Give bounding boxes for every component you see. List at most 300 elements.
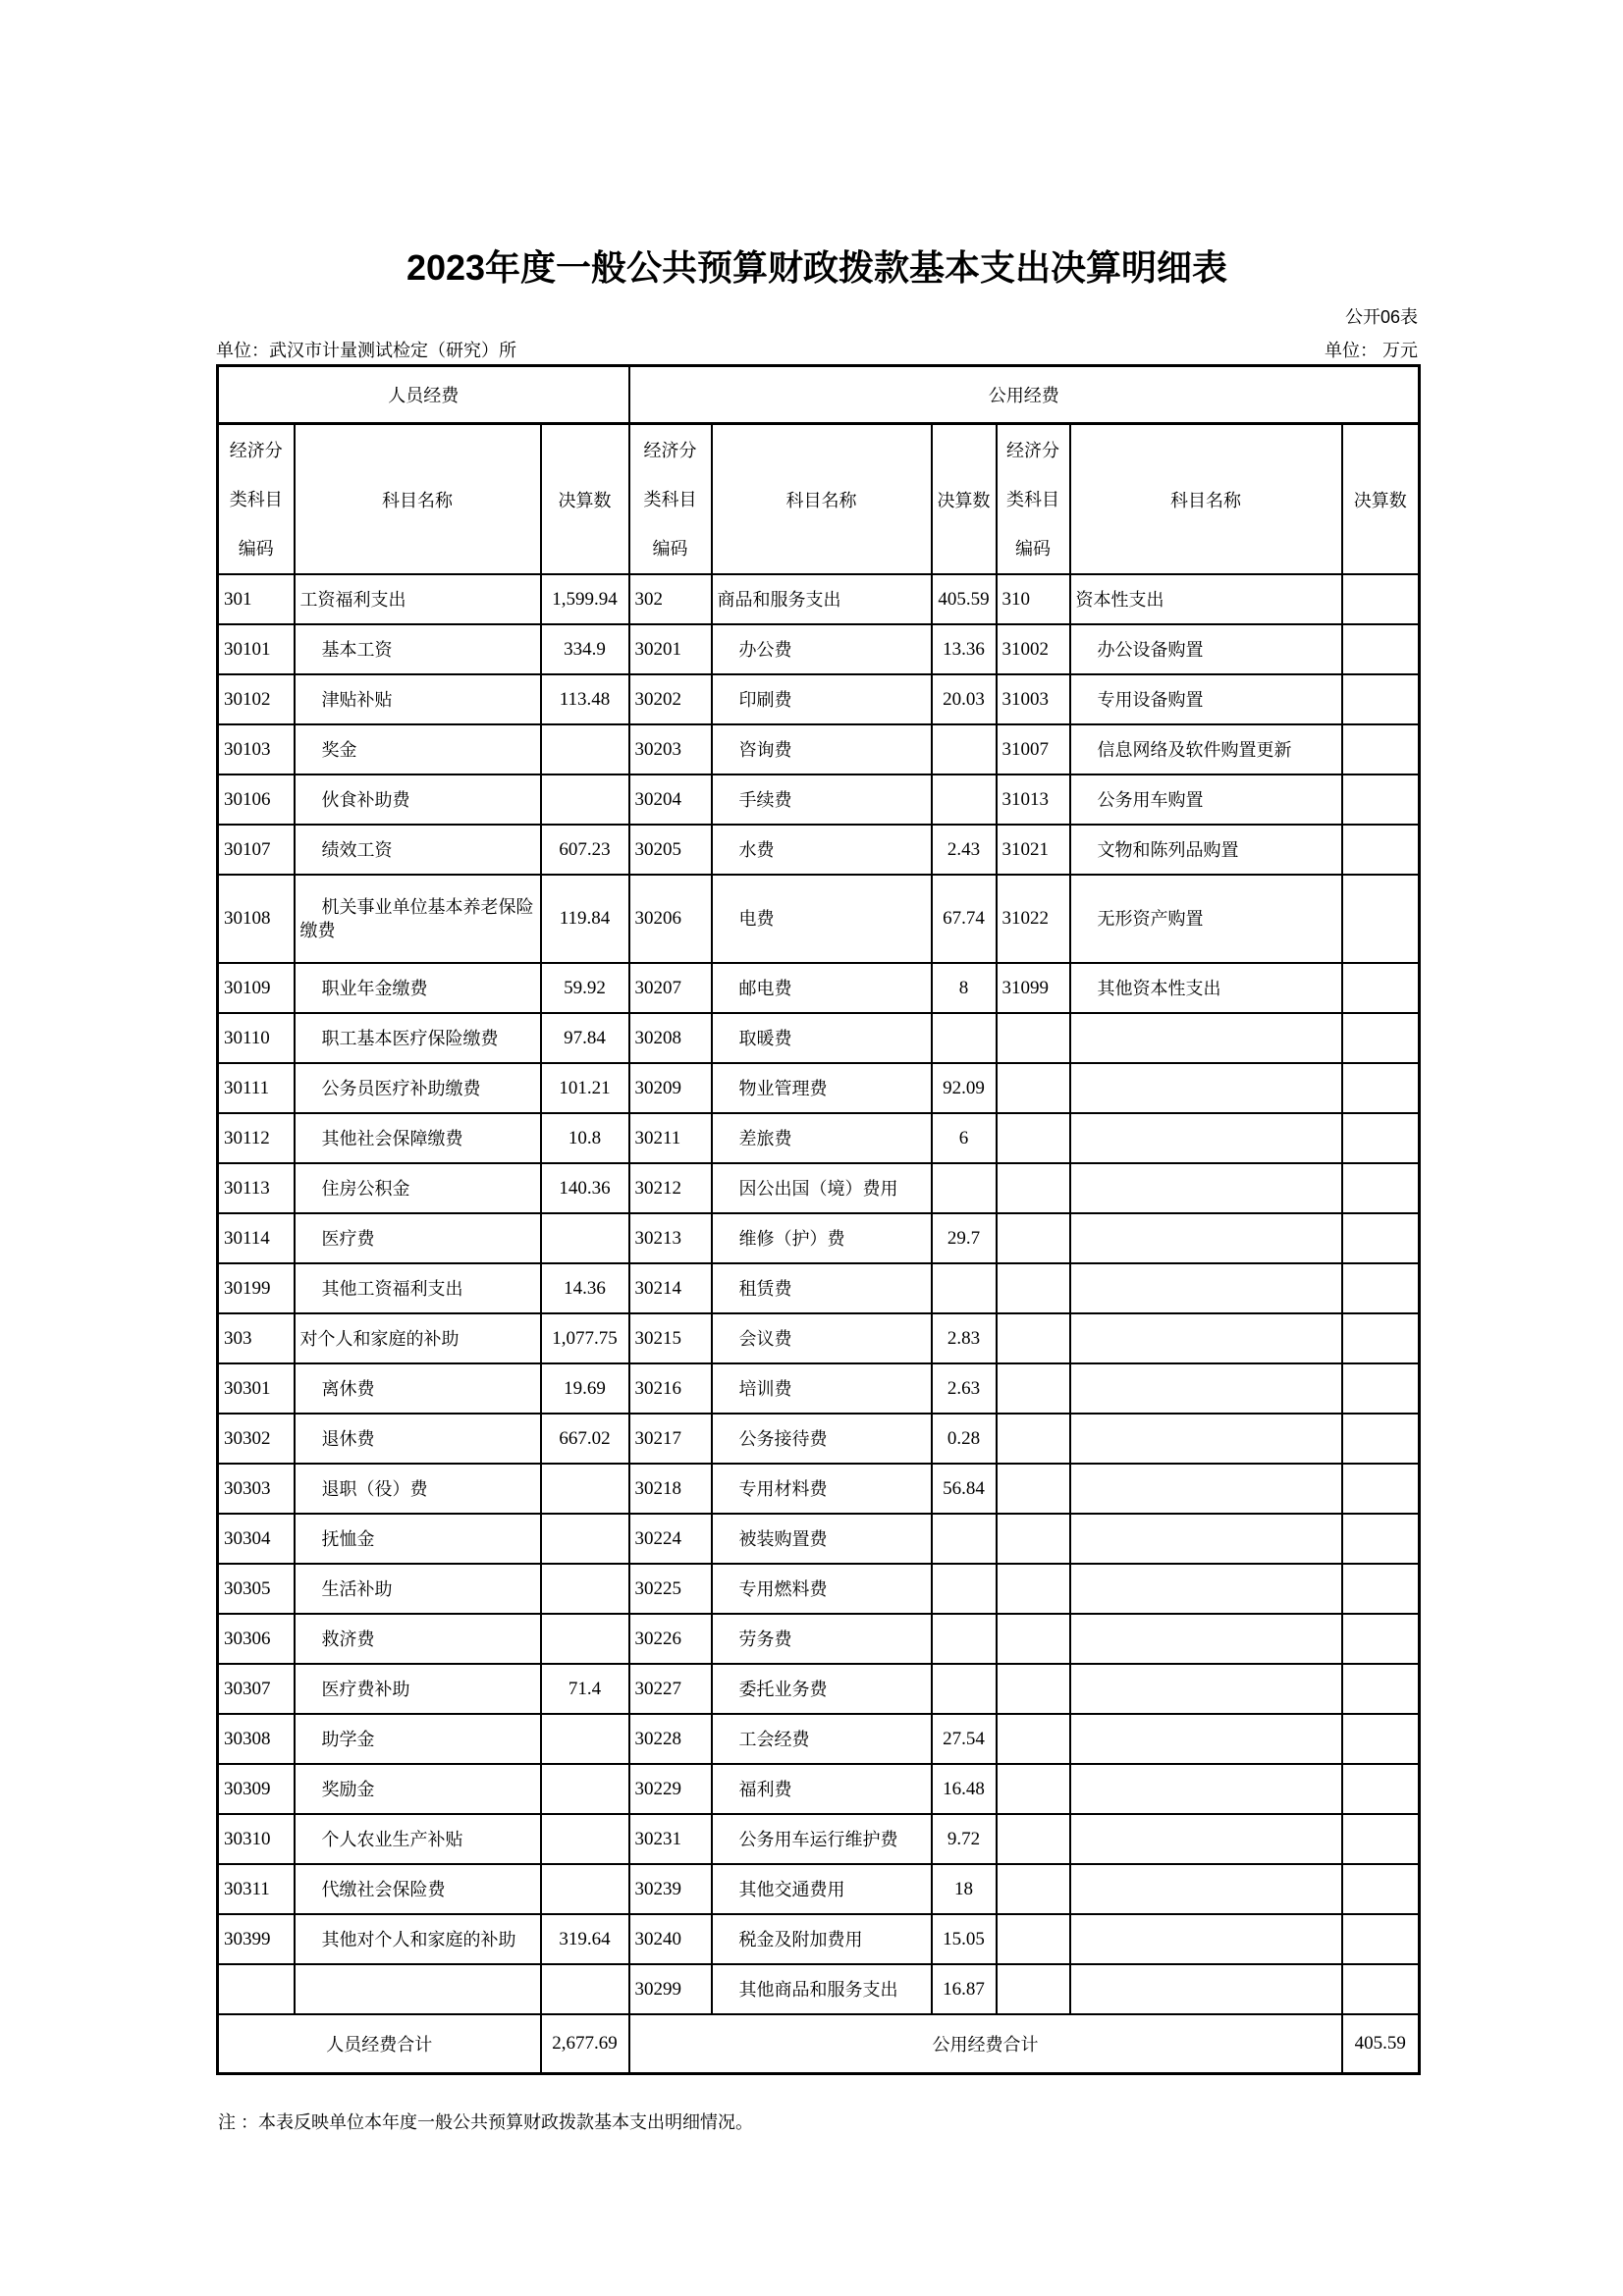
subject-name: 医疗费补助 <box>295 1664 541 1714</box>
subject-code <box>997 1063 1070 1113</box>
subject-code: 30110 <box>218 1013 295 1063</box>
table-row <box>218 1063 1420 1113</box>
column-header-amount: 决算数 <box>1342 424 1420 575</box>
subject-code: 30106 <box>218 774 295 825</box>
subject-name: 个人农业生产补贴 <box>295 1814 541 1864</box>
subject-code: 30214 <box>629 1263 712 1313</box>
subject-code <box>997 1013 1070 1063</box>
table-row <box>218 1013 1420 1063</box>
amount-value: 59.92 <box>541 963 629 1013</box>
amount-value: 334.9 <box>541 624 629 674</box>
table-row <box>218 1514 1420 1564</box>
amount-value <box>1342 774 1420 825</box>
amount-value <box>932 1263 997 1313</box>
subject-code <box>997 1514 1070 1564</box>
subject-code: 30208 <box>629 1013 712 1063</box>
table-row <box>218 674 1420 724</box>
subject-name: 代缴社会保险费 <box>295 1864 541 1914</box>
amount-value <box>932 1514 997 1564</box>
subject-code <box>997 1464 1070 1514</box>
subject-code <box>997 1714 1070 1764</box>
subject-name: 印刷费 <box>712 674 932 724</box>
amount-value <box>541 1814 629 1864</box>
subject-name: 伙食补助费 <box>295 774 541 825</box>
subject-name: 手续费 <box>712 774 932 825</box>
unit-row <box>216 337 1418 362</box>
subject-name: 信息网络及软件购置更新 <box>1070 724 1342 774</box>
table-row <box>218 1814 1420 1864</box>
subject-code: 30203 <box>629 724 712 774</box>
subject-code: 31002 <box>997 624 1070 674</box>
subject-name: 其他工资福利支出 <box>295 1263 541 1313</box>
subject-name: 专用材料费 <box>712 1464 932 1514</box>
subject-name: 工资福利支出 <box>295 574 541 624</box>
subject-code <box>997 1964 1070 2014</box>
subject-name <box>1070 1964 1342 2014</box>
amount-value <box>1342 1464 1420 1514</box>
public-total-label: 公用经费合计 <box>629 2014 1342 2074</box>
subject-name: 劳务费 <box>712 1614 932 1664</box>
table-row <box>218 1914 1420 1964</box>
table-row <box>218 724 1420 774</box>
amount-value: 19.69 <box>541 1363 629 1414</box>
amount-value <box>1342 1614 1420 1664</box>
subject-name: 专用设备购置 <box>1070 674 1342 724</box>
subject-name: 机关事业单位基本养老保险缴费 <box>295 875 541 963</box>
table-row <box>218 1714 1420 1764</box>
subject-name: 办公费 <box>712 624 932 674</box>
subject-code: 30399 <box>218 1914 295 1964</box>
subject-code <box>997 1163 1070 1213</box>
subject-code: 30231 <box>629 1814 712 1864</box>
table-row <box>218 1163 1420 1213</box>
page-title: 2023年度一般公共预算财政拨款基本支出决算明细表 <box>406 247 1228 288</box>
amount-value: 8 <box>932 963 997 1013</box>
table-row <box>218 574 1420 624</box>
subject-name: 抚恤金 <box>295 1514 541 1564</box>
subject-name: 对个人和家庭的补助 <box>295 1313 541 1363</box>
amount-value: 18 <box>932 1864 997 1914</box>
subject-code: 30239 <box>629 1864 712 1914</box>
subject-name <box>1070 1263 1342 1313</box>
personnel-total-value: 2,677.69 <box>541 2014 629 2074</box>
subject-name: 津贴补贴 <box>295 674 541 724</box>
subject-name <box>1070 1864 1342 1914</box>
subject-code <box>997 1664 1070 1714</box>
subject-code: 30306 <box>218 1614 295 1664</box>
subject-name: 差旅费 <box>712 1113 932 1163</box>
amount-value: 20.03 <box>932 674 997 724</box>
amount-value: 2.43 <box>932 825 997 875</box>
subject-code: 30206 <box>629 875 712 963</box>
subject-name: 公务员医疗补助缴费 <box>295 1063 541 1113</box>
subject-name: 工会经费 <box>712 1714 932 1764</box>
subject-name: 其他交通费用 <box>712 1864 932 1914</box>
subject-name: 公务用车运行维护费 <box>712 1814 932 1864</box>
amount-value <box>541 1464 629 1514</box>
table-row <box>218 1263 1420 1313</box>
subject-code: 301 <box>218 574 295 624</box>
amount-value: 27.54 <box>932 1714 997 1764</box>
subject-name: 邮电费 <box>712 963 932 1013</box>
amount-value: 667.02 <box>541 1414 629 1464</box>
table-row <box>218 1764 1420 1814</box>
subject-code: 30205 <box>629 825 712 875</box>
amount-value: 16.48 <box>932 1764 997 1814</box>
amount-value <box>932 1614 997 1664</box>
subject-code: 31022 <box>997 875 1070 963</box>
subject-code: 30218 <box>629 1464 712 1514</box>
subject-name: 退休费 <box>295 1414 541 1464</box>
subject-name: 生活补助 <box>295 1564 541 1614</box>
subject-code: 30229 <box>629 1764 712 1814</box>
subject-name <box>1070 1414 1342 1464</box>
column-header-name: 科目名称 <box>1070 424 1342 575</box>
column-header-name: 科目名称 <box>295 424 541 575</box>
subject-name: 资本性支出 <box>1070 574 1342 624</box>
amount-value: 0.28 <box>932 1414 997 1464</box>
subject-name: 其他对个人和家庭的补助 <box>295 1914 541 1964</box>
subject-code: 30202 <box>629 674 712 724</box>
amount-value <box>1342 1914 1420 1964</box>
subject-code: 30227 <box>629 1664 712 1714</box>
subject-name: 取暖费 <box>712 1013 932 1063</box>
column-header-code: 经济分 类科目 编码 <box>997 424 1070 575</box>
subject-name: 医疗费 <box>295 1213 541 1263</box>
subject-code <box>997 1564 1070 1614</box>
subject-code: 30112 <box>218 1113 295 1163</box>
subject-code: 31003 <box>997 674 1070 724</box>
subject-code: 31007 <box>997 724 1070 774</box>
subject-code: 30305 <box>218 1564 295 1614</box>
subject-code: 30212 <box>629 1163 712 1213</box>
subject-code: 30204 <box>629 774 712 825</box>
group-header-personnel-funds: 人员经费 <box>218 366 629 424</box>
amount-value <box>932 774 997 825</box>
subject-code: 30240 <box>629 1914 712 1964</box>
amount-value <box>1342 1013 1420 1063</box>
totals-row <box>218 2014 1420 2074</box>
amount-value: 92.09 <box>932 1063 997 1113</box>
subject-name: 公务接待费 <box>712 1414 932 1464</box>
subject-name: 水费 <box>712 825 932 875</box>
table-row <box>218 1614 1420 1664</box>
subject-code: 30226 <box>629 1614 712 1664</box>
subject-name: 电费 <box>712 875 932 963</box>
subject-name <box>1070 1764 1342 1814</box>
amount-value: 9.72 <box>932 1814 997 1864</box>
subject-code: 30213 <box>629 1213 712 1263</box>
subject-code: 30302 <box>218 1414 295 1464</box>
subject-code: 30301 <box>218 1363 295 1414</box>
table-row <box>218 963 1420 1013</box>
subject-code: 30108 <box>218 875 295 963</box>
subject-code: 30311 <box>218 1864 295 1914</box>
subject-name: 商品和服务支出 <box>712 574 932 624</box>
column-header-code: 经济分 类科目 编码 <box>218 424 295 575</box>
subject-code <box>997 1864 1070 1914</box>
amount-value: 97.84 <box>541 1013 629 1063</box>
subject-name: 离休费 <box>295 1363 541 1414</box>
subject-name: 咨询费 <box>712 724 932 774</box>
subject-code: 30215 <box>629 1313 712 1363</box>
amount-value <box>1342 724 1420 774</box>
subject-name: 奖金 <box>295 724 541 774</box>
amount-value <box>1342 574 1420 624</box>
subject-name <box>1070 1063 1342 1113</box>
amount-value <box>541 1564 629 1614</box>
subject-code: 30103 <box>218 724 295 774</box>
amount-value <box>932 1564 997 1614</box>
subject-code <box>997 1363 1070 1414</box>
currency-unit-label: 单位： 万元 <box>1324 341 1418 361</box>
amount-value: 71.4 <box>541 1664 629 1714</box>
subject-name <box>1070 1163 1342 1213</box>
table-row <box>218 624 1420 674</box>
amount-value: 140.36 <box>541 1163 629 1213</box>
table-row <box>218 825 1420 875</box>
reporting-unit-label: 单位：武汉市计量测试检定（研究）所 <box>216 341 516 361</box>
subject-code: 30224 <box>629 1514 712 1564</box>
amount-value: 113.48 <box>541 674 629 724</box>
amount-value <box>1342 674 1420 724</box>
subject-name <box>1070 1313 1342 1363</box>
subject-name: 退职（役）费 <box>295 1464 541 1514</box>
public-total-value: 405.59 <box>1342 2014 1420 2074</box>
amount-value: 13.36 <box>932 624 997 674</box>
subject-name: 物业管理费 <box>712 1063 932 1113</box>
amount-value <box>932 1664 997 1714</box>
subject-code <box>997 1313 1070 1363</box>
amount-value <box>1342 1714 1420 1764</box>
subject-code: 30217 <box>629 1414 712 1464</box>
subject-code: 30304 <box>218 1514 295 1564</box>
table-row <box>218 1213 1420 1263</box>
amount-value <box>541 1864 629 1914</box>
subject-code: 31099 <box>997 963 1070 1013</box>
subject-name <box>1070 1013 1342 1063</box>
table-row <box>218 774 1420 825</box>
subject-code <box>997 1764 1070 1814</box>
table-row <box>218 1564 1420 1614</box>
subject-name: 其他商品和服务支出 <box>712 1964 932 2014</box>
table-row <box>218 1864 1420 1914</box>
subject-name: 奖励金 <box>295 1764 541 1814</box>
amount-value: 607.23 <box>541 825 629 875</box>
subject-name: 维修（护）费 <box>712 1213 932 1263</box>
table-row <box>218 1113 1420 1163</box>
subject-name <box>1070 1614 1342 1664</box>
amount-value <box>1342 1113 1420 1163</box>
amount-value: 1,599.94 <box>541 574 629 624</box>
subject-name: 绩效工资 <box>295 825 541 875</box>
amount-value <box>1342 1814 1420 1864</box>
amount-value <box>541 1614 629 1664</box>
subject-name: 办公设备购置 <box>1070 624 1342 674</box>
budget-table <box>216 364 1421 2075</box>
amount-value <box>1342 624 1420 674</box>
subject-name: 培训费 <box>712 1363 932 1414</box>
amount-value <box>1342 963 1420 1013</box>
subject-code: 30303 <box>218 1464 295 1514</box>
amount-value <box>932 1163 997 1213</box>
subject-name <box>1070 1814 1342 1864</box>
subject-code: 30113 <box>218 1163 295 1213</box>
subject-name <box>1070 1514 1342 1564</box>
column-header-name: 科目名称 <box>712 424 932 575</box>
column-header-row <box>218 424 1420 575</box>
amount-value <box>541 1714 629 1764</box>
subject-code: 31013 <box>997 774 1070 825</box>
subject-name: 助学金 <box>295 1714 541 1764</box>
subject-code: 30216 <box>629 1363 712 1414</box>
subject-name: 其他资本性支出 <box>1070 963 1342 1013</box>
amount-value <box>1342 1964 1420 2014</box>
subject-name: 福利费 <box>712 1764 932 1814</box>
subject-code: 30207 <box>629 963 712 1013</box>
column-header-code: 经济分 类科目 编码 <box>629 424 712 575</box>
amount-value: 14.36 <box>541 1263 629 1313</box>
subject-code: 30225 <box>629 1564 712 1614</box>
amount-value: 15.05 <box>932 1914 997 1964</box>
subject-name <box>1070 1564 1342 1614</box>
subject-code: 30102 <box>218 674 295 724</box>
subject-code <box>997 1414 1070 1464</box>
subject-name: 委托业务费 <box>712 1664 932 1714</box>
subject-code <box>997 1614 1070 1664</box>
subject-code <box>997 1213 1070 1263</box>
amount-value: 2.83 <box>932 1313 997 1363</box>
amount-value <box>541 1514 629 1564</box>
table-row <box>218 1414 1420 1464</box>
amount-value <box>541 1764 629 1814</box>
subject-code: 30199 <box>218 1263 295 1313</box>
amount-value <box>1342 1213 1420 1263</box>
group-header-row <box>218 366 1420 424</box>
subject-code: 30101 <box>218 624 295 674</box>
amount-value <box>932 724 997 774</box>
subject-name: 住房公积金 <box>295 1163 541 1213</box>
amount-value: 67.74 <box>932 875 997 963</box>
group-header-public-funds: 公用经费 <box>629 366 1420 424</box>
amount-value <box>1342 1063 1420 1113</box>
subject-name: 专用燃料费 <box>712 1564 932 1614</box>
amount-value: 101.21 <box>541 1063 629 1113</box>
subject-code: 31021 <box>997 825 1070 875</box>
amount-value <box>1342 875 1420 963</box>
column-header-amount: 决算数 <box>932 424 997 575</box>
amount-value: 56.84 <box>932 1464 997 1514</box>
amount-value <box>1342 1313 1420 1363</box>
subject-name: 救济费 <box>295 1614 541 1664</box>
amount-value <box>1342 1764 1420 1814</box>
subject-code: 30111 <box>218 1063 295 1113</box>
subject-name <box>1070 1914 1342 1964</box>
amount-value: 119.84 <box>541 875 629 963</box>
subject-code <box>997 1914 1070 1964</box>
amount-value <box>541 724 629 774</box>
amount-value <box>1342 1163 1420 1213</box>
amount-value <box>932 1013 997 1063</box>
subject-name: 会议费 <box>712 1313 932 1363</box>
amount-value <box>1342 1263 1420 1313</box>
subject-name <box>1070 1714 1342 1764</box>
subject-name: 职业年金缴费 <box>295 963 541 1013</box>
subject-code: 30228 <box>629 1714 712 1764</box>
amount-value <box>541 1964 629 2014</box>
subject-name <box>1070 1213 1342 1263</box>
table-row <box>218 1363 1420 1414</box>
amount-value <box>1342 1564 1420 1614</box>
amount-value <box>1342 825 1420 875</box>
subject-code <box>997 1263 1070 1313</box>
amount-value: 6 <box>932 1113 997 1163</box>
subject-name: 因公出国（境）费用 <box>712 1163 932 1213</box>
subject-code: 30114 <box>218 1213 295 1263</box>
subject-code <box>997 1814 1070 1864</box>
subject-code: 30309 <box>218 1764 295 1814</box>
column-header-amount: 决算数 <box>541 424 629 575</box>
amount-value: 10.8 <box>541 1113 629 1163</box>
subject-code: 30299 <box>629 1964 712 2014</box>
table-row <box>218 875 1420 963</box>
table-row <box>218 1664 1420 1714</box>
subject-name <box>1070 1664 1342 1714</box>
subject-code: 30209 <box>629 1063 712 1113</box>
subject-code: 310 <box>997 574 1070 624</box>
amount-value: 319.64 <box>541 1914 629 1964</box>
subject-name <box>1070 1464 1342 1514</box>
amount-value <box>1342 1363 1420 1414</box>
subject-code: 30310 <box>218 1814 295 1864</box>
subject-code <box>218 1964 295 2014</box>
sheet <box>216 0 1418 2134</box>
subject-code <box>997 1113 1070 1163</box>
table-row <box>218 1964 1420 2014</box>
amount-value <box>1342 1864 1420 1914</box>
subject-name: 文物和陈列品购置 <box>1070 825 1342 875</box>
subject-code: 30107 <box>218 825 295 875</box>
subject-name: 被装购置费 <box>712 1514 932 1564</box>
table-row <box>218 1464 1420 1514</box>
personnel-total-label: 人员经费合计 <box>218 2014 541 2074</box>
subject-code: 302 <box>629 574 712 624</box>
subject-code: 30201 <box>629 624 712 674</box>
amount-value <box>1342 1664 1420 1714</box>
subject-name: 基本工资 <box>295 624 541 674</box>
subject-name <box>295 1964 541 2014</box>
table-row <box>218 1313 1420 1363</box>
form-number-label: 公开06表 <box>1344 307 1418 328</box>
footnote: 注 ：本表反映单位本年度一般公共预算财政拨款基本支出明细情况。 <box>218 2112 753 2133</box>
amount-value: 1,077.75 <box>541 1313 629 1363</box>
subject-name <box>1070 1363 1342 1414</box>
amount-value <box>541 774 629 825</box>
subject-code: 30211 <box>629 1113 712 1163</box>
subject-name: 公务用车购置 <box>1070 774 1342 825</box>
subject-code: 30307 <box>218 1664 295 1714</box>
subject-name: 职工基本医疗保险缴费 <box>295 1013 541 1063</box>
subject-name: 税金及附加费用 <box>712 1914 932 1964</box>
amount-value <box>541 1213 629 1263</box>
amount-value: 2.63 <box>932 1363 997 1414</box>
subject-code: 30308 <box>218 1714 295 1764</box>
subject-name: 其他社会保障缴费 <box>295 1113 541 1163</box>
amount-value: 16.87 <box>932 1964 997 2014</box>
amount-value: 29.7 <box>932 1213 997 1263</box>
subject-name: 租赁费 <box>712 1263 932 1313</box>
amount-value <box>1342 1414 1420 1464</box>
